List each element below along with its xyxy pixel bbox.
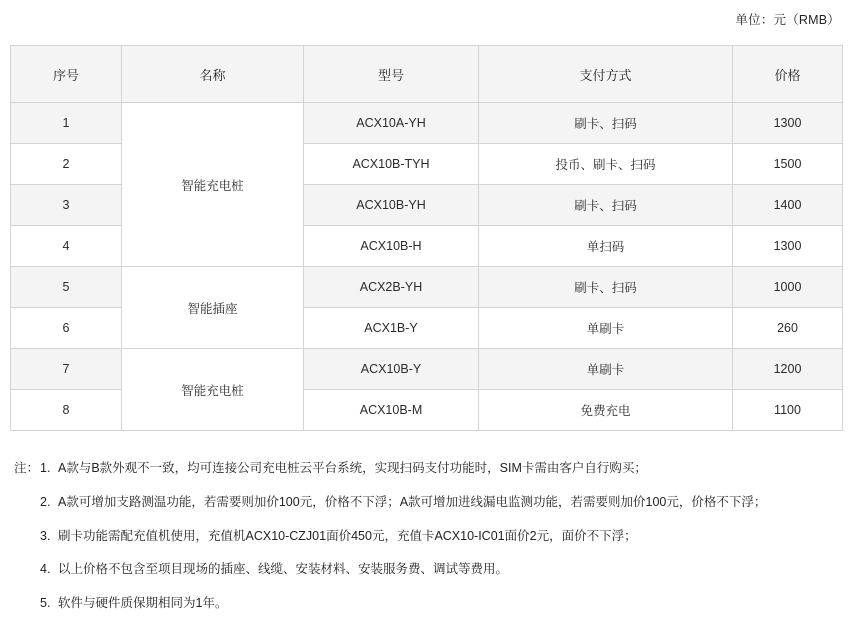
cell-model: ACX10B-H [304, 226, 479, 267]
note-number: 4. [40, 562, 51, 577]
cell-model: ACX10B-TYH [304, 144, 479, 185]
cell-name-group: 智能充电桩 [122, 349, 304, 431]
cell-price: 1500 [733, 144, 843, 185]
notes-section [14, 459, 852, 613]
cell-price: 1300 [733, 226, 843, 267]
table-row [11, 349, 843, 390]
cell-name-group: 智能充电桩 [122, 103, 304, 267]
cell-no: 6 [11, 308, 122, 349]
note-indent [14, 493, 40, 512]
cell-price: 1100 [733, 390, 843, 431]
cell-price: 1000 [733, 267, 843, 308]
note-item [14, 527, 852, 546]
cell-price: 260 [733, 308, 843, 349]
note-item [14, 493, 852, 512]
cell-model: ACX2B-YH [304, 267, 479, 308]
cell-model: ACX10B-Y [304, 349, 479, 390]
column-header-name: 名称 [122, 46, 304, 103]
note-indent [14, 594, 40, 613]
cell-pay: 刷卡、扫码 [479, 185, 733, 226]
cell-name-group: 智能插座 [122, 267, 304, 349]
notes-label: 注： [14, 461, 40, 475]
table-body [11, 103, 843, 431]
note-item [14, 459, 852, 478]
unit-label: 单位：元（RMB） [735, 13, 840, 27]
column-header-pay: 支付方式 [479, 46, 733, 103]
note-text: 刷卡功能需配充值机使用，充值机ACX10-CZJ01面价450元，充值卡ACX10-IC01面价2元，面价不下浮； [58, 528, 637, 543]
note-text: 软件与硬件质保期相同为1年。 [58, 596, 228, 610]
cell-model: ACX10B-M [304, 390, 479, 431]
note-text: A款可增加支路测温功能，若需要则加价100元，价格不下浮；A款可增加进线漏电监测功能，若需要则加价100元，价格不下浮； [58, 494, 767, 509]
note-indent [14, 560, 40, 579]
column-header-no: 序号 [11, 46, 122, 103]
cell-model: ACX10A-YH [304, 103, 479, 144]
note-indent [14, 527, 40, 546]
cell-model: ACX10B-YH [304, 185, 479, 226]
note-item [14, 560, 852, 579]
table-row [11, 267, 843, 308]
cell-pay: 刷卡、扫码 [479, 103, 733, 144]
table-header-row [11, 46, 843, 103]
cell-no: 2 [11, 144, 122, 185]
cell-model: ACX1B-Y [304, 308, 479, 349]
note-text: A款与B款外观不一致，均可连接公司充电桩云平台系统，实现扫码支付功能时，SIM卡需由客户自行购买； [58, 461, 647, 475]
cell-no: 7 [11, 349, 122, 390]
column-header-price: 价格 [733, 46, 843, 103]
note-text: 以上价格不包含至项目现场的插座、线缆、安装材料、安装服务费、调试等费用。 [58, 562, 509, 577]
cell-pay: 单刷卡 [479, 308, 733, 349]
cell-no: 8 [11, 390, 122, 431]
cell-no: 3 [11, 185, 122, 226]
column-header-model: 型号 [304, 46, 479, 103]
cell-pay: 单刷卡 [479, 349, 733, 390]
note-number: 5. [40, 596, 51, 610]
cell-price: 1300 [733, 103, 843, 144]
cell-no: 5 [11, 267, 122, 308]
note-number: 2. [40, 494, 51, 509]
cell-price: 1400 [733, 185, 843, 226]
table-row [11, 103, 843, 144]
cell-no: 4 [11, 226, 122, 267]
cell-pay: 投币、刷卡、扫码 [479, 144, 733, 185]
note-number: 1. [40, 461, 51, 475]
note-item [14, 594, 852, 613]
table-header [11, 46, 843, 103]
cell-pay: 单扫码 [479, 226, 733, 267]
cell-price: 1200 [733, 349, 843, 390]
price-table [10, 45, 843, 431]
cell-no: 1 [11, 103, 122, 144]
cell-pay: 刷卡、扫码 [479, 267, 733, 308]
note-number: 3. [40, 528, 51, 543]
cell-pay: 免费充电 [479, 390, 733, 431]
